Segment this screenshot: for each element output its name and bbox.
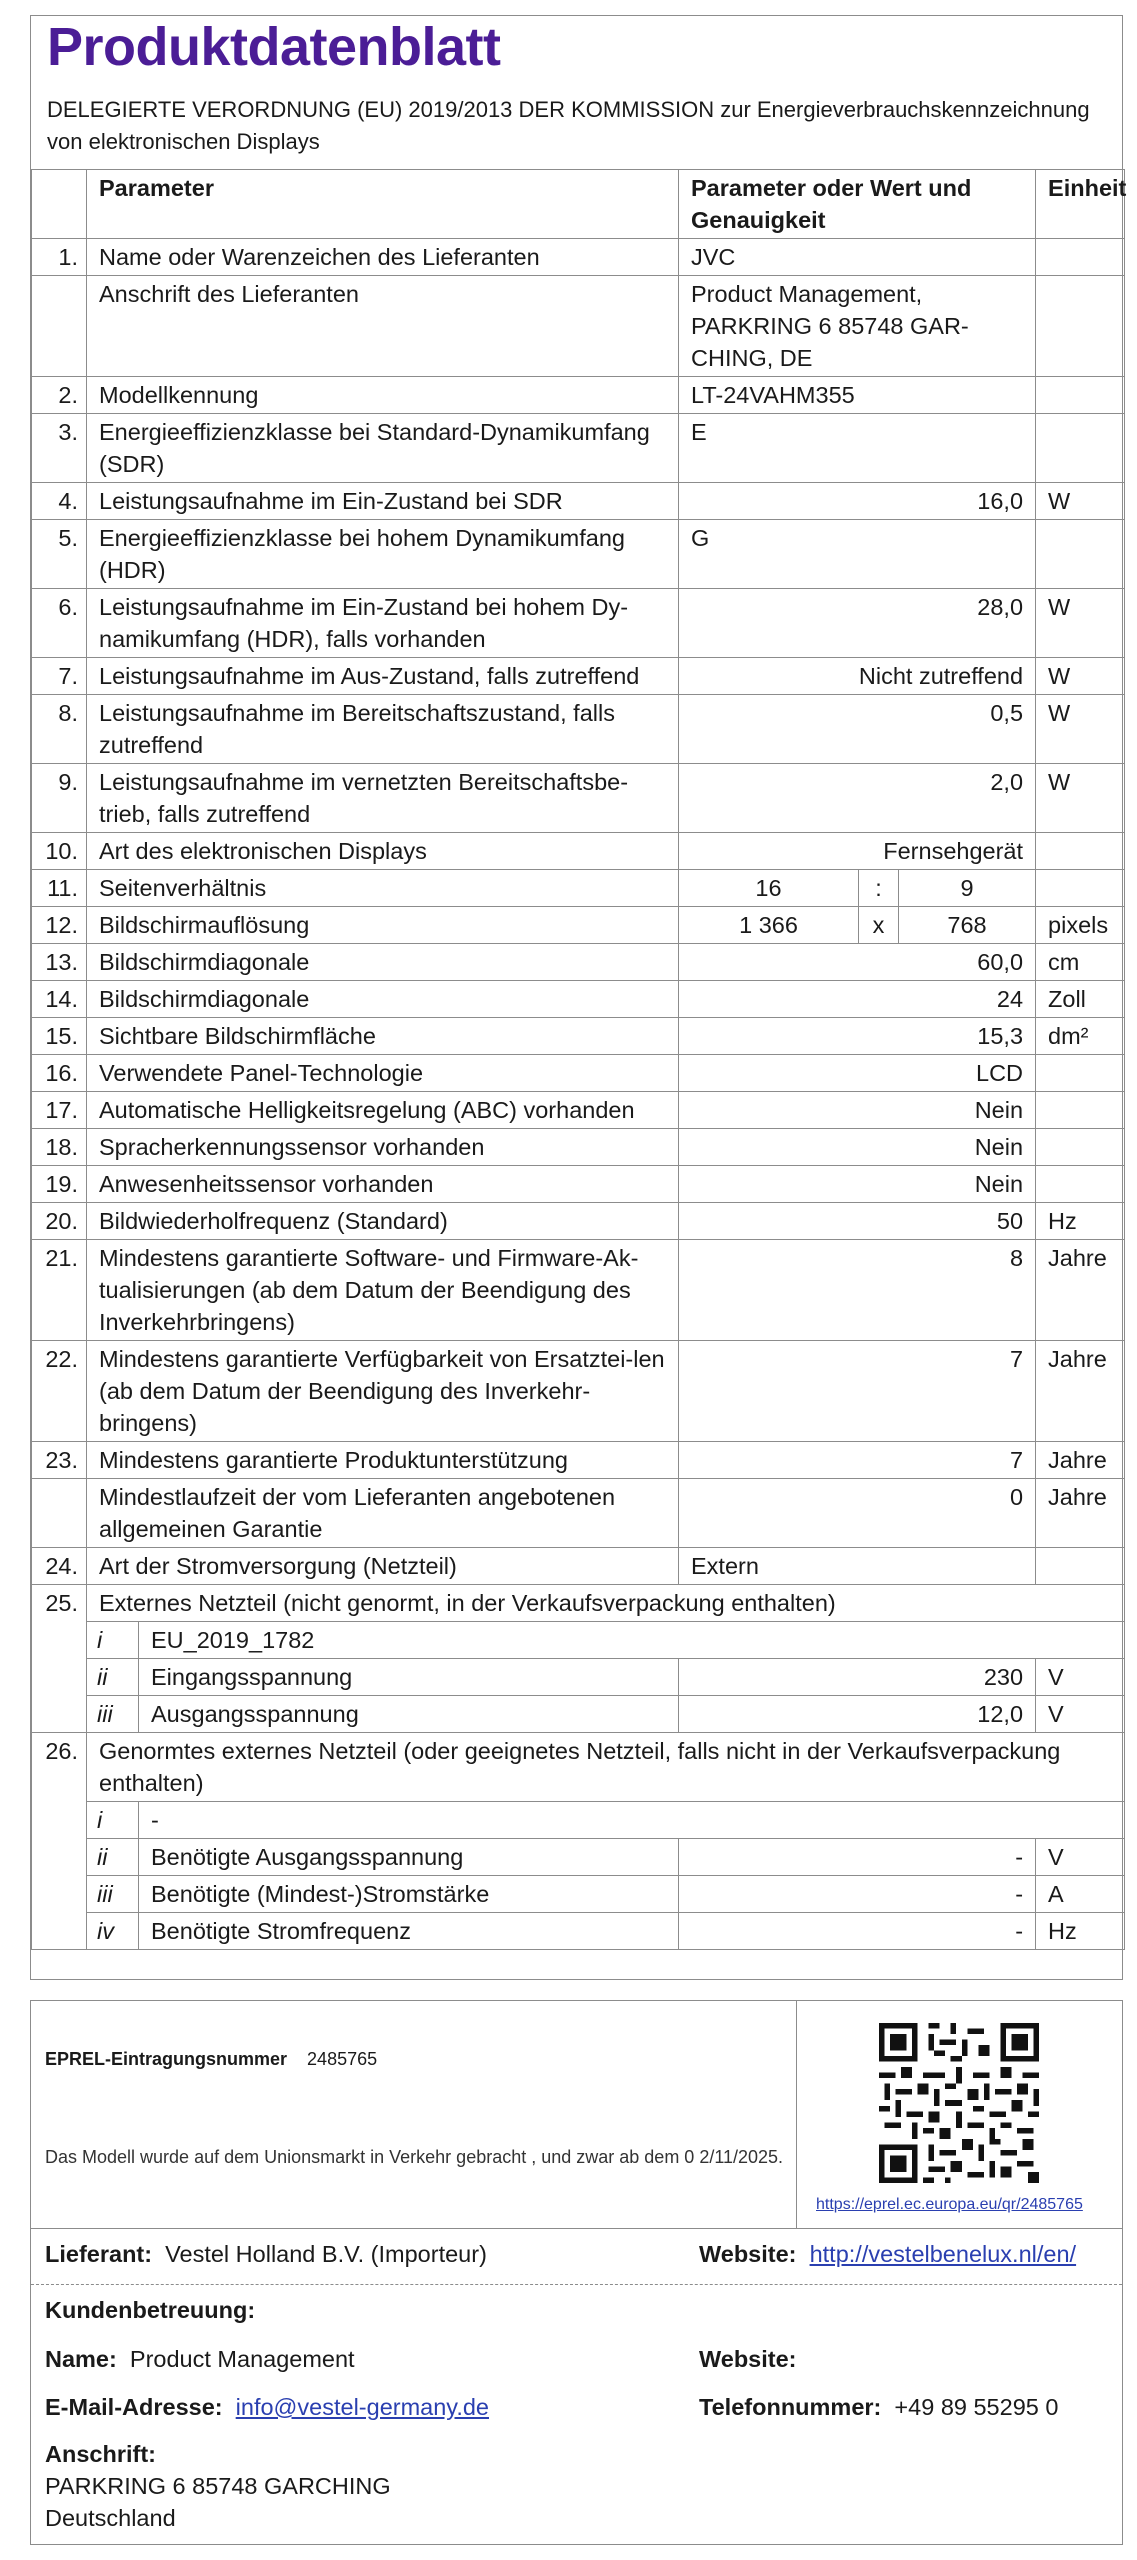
table-row: 11. Seitenverhältnis 16 : 9 [32, 870, 1125, 907]
header-value: Parameter oder Wert und Genauigkeit [679, 170, 1036, 239]
table-row: 17. Automatische Helligkeitsregelung (ABC) vorhanden Nein [32, 1092, 1125, 1129]
table-row: 16. Verwendete Panel-Technologie LCD [32, 1055, 1125, 1092]
eprel-info [31, 2001, 1122, 2229]
email-label: E-Mail-Adresse: [45, 2394, 223, 2420]
table-row: 13. Bildschirmdiagonale 60,0 cm [32, 944, 1125, 981]
supplier-website-label: Website: [699, 2241, 797, 2267]
market-date-text: Das Modell wurde auf dem Unionsmarkt in Verkehr gebracht , und zwar ab dem 0 2/11/2025. [45, 2147, 784, 2167]
table-row: 9. Leistungsaufnahme im vernetzten Bereitschaftsbe-trieb, falls zutreffend 2,0 W [32, 764, 1125, 833]
table-row: 20. Bildwiederholfrequenz (Standard) 50 Hz [32, 1203, 1125, 1240]
eprel-number: 2485765 [307, 2049, 378, 2069]
parameter-table [31, 169, 1125, 1950]
table-row: 21. Mindestens garantierte Software- und Firmware-Ak-tualisierungen (ab dem Datum der Beendigung des Inverkehrbringens) 8 Jahre [32, 1240, 1125, 1341]
table-row: 12. Bildschirmauflösung 1 366 x 768 pixels [32, 907, 1125, 944]
regulation-subtitle: DELEGIERTE VERORDNUNG (EU) 2019/2013 DER KOMMISSION zur Energieverbrauchskennzeichnung von elektronischen Displays [47, 97, 1090, 154]
header-unit: Einheit [1036, 170, 1125, 239]
table-row: 25. Externes Netzteil (nicht genormt, in der Verkaufsverpackung enthalten) [32, 1585, 1125, 1622]
table-row: 7. Leistungsaufnahme im Aus-Zustand, falls zutreffend Nicht zutreffend W [32, 658, 1125, 695]
supplier-name: Vestel Holland B.V. (Importeur) [165, 2241, 487, 2267]
address-label: Anschrift: [45, 2441, 156, 2467]
table-subrow: ii Benötigte Ausgangsspannung - V [32, 1839, 1125, 1876]
table-row: 23. Mindestens garantierte Produktunterstützung 7 Jahre [32, 1442, 1125, 1479]
eprel-registration [45, 2049, 377, 2070]
qr-link[interactable]: https://eprel.ec.europa.eu/qr/2485765 [816, 2196, 1083, 2213]
table-subrow: iii Ausgangsspannung 12,0 V [32, 1696, 1125, 1733]
phone-label: Telefonnummer: [699, 2394, 882, 2420]
table-subrow: ii Eingangsspannung 230 V [32, 1659, 1125, 1696]
eprel-panel [30, 2000, 1123, 2545]
table-row: Anschrift des Lieferanten Product Management, PARKRING 6 85748 GAR-CHING, DE [32, 276, 1125, 377]
table-row: 3. Energieeffizienzklasse bei Standard-Dynamikumfang (SDR) E [32, 414, 1125, 483]
header-parameter: Parameter [87, 170, 679, 239]
table-row: 5. Energieeffizienzklasse bei hohem Dynamikumfang (HDR) G [32, 520, 1125, 589]
email-link[interactable]: info@vestel-germany.de [235, 2394, 489, 2420]
page-title: Produktdatenblatt [47, 17, 501, 77]
eprel-label: EPREL-Eintragungsnummer [45, 2049, 288, 2069]
support-name: Product Management [129, 2346, 355, 2372]
phone-number: +49 89 55295 0 [894, 2394, 1059, 2420]
support-website-label: Website: [699, 2346, 797, 2372]
table-row: 2. Modellkennung LT-24VAHM355 [32, 377, 1125, 414]
supplier-label: Lieferant: [45, 2241, 153, 2267]
table-row: 19. Anwesenheitssensor vorhanden Nein [32, 1166, 1125, 1203]
divider [796, 2001, 797, 2229]
qr-code-icon[interactable] [879, 2023, 1039, 2183]
table-row: 14. Bildschirmdiagonale 24 Zoll [32, 981, 1125, 1018]
table-row: 18. Spracherkennungssensor vorhanden Nein [32, 1129, 1125, 1166]
address-line-2: Deutschland [45, 2505, 176, 2531]
table-row: 8. Leistungsaufnahme im Bereitschaftszustand, falls zutreffend 0,5 W [32, 695, 1125, 764]
supplier-row [31, 2229, 1122, 2285]
table-row: 22. Mindestens garantierte Verfügbarkeit von Ersatztei-len (ab dem Datum der Beendigung des Inverkehr-bringens) 7 Jahre [32, 1341, 1125, 1442]
table-row: 4. Leistungsaufnahme im Ein-Zustand bei SDR 16,0 W [32, 483, 1125, 520]
table-row: 1. Name oder Warenzeichen des Lieferanten JVC [32, 239, 1125, 276]
table-row: 6. Leistungsaufnahme im Ein-Zustand bei hohem Dy-namikumfang (HDR), falls vorhanden 28,0 W [32, 589, 1125, 658]
table-subrow: iv Benötigte Stromfrequenz - Hz [32, 1913, 1125, 1950]
support-heading: Kundenbetreuung: [45, 2297, 256, 2323]
table-row: 24. Art der Stromversorgung (Netzteil) Extern [32, 1548, 1125, 1585]
table-row: Mindestlaufzeit der vom Lieferanten angebotenen allgemeinen Garantie 0 Jahre [32, 1479, 1125, 1548]
table-row: 15. Sichtbare Bildschirmfläche 15,3 dm² [32, 1018, 1125, 1055]
address-line-1: PARKRING 6 85748 GARCHING [45, 2473, 391, 2499]
supplier-website-link[interactable]: http://vestelbenelux.nl/en/ [809, 2241, 1077, 2267]
support-name-label: Name: [45, 2346, 117, 2372]
table-row: 26. Genormtes externes Netzteil (oder geeignetes Netzteil, falls nicht in der Verkaufsverpackung enthalten) [32, 1733, 1125, 1802]
table-header-row [32, 170, 1125, 239]
table-subrow: iii Benötigte (Mindest-)Stromstärke - A [32, 1876, 1125, 1913]
table-subrow: i EU_2019_1782 [32, 1622, 1125, 1659]
product-data-sheet [30, 15, 1127, 1980]
table-row: 10. Art des elektronischen Displays Fernsehgerät [32, 833, 1125, 870]
table-subrow: i - [32, 1802, 1125, 1839]
